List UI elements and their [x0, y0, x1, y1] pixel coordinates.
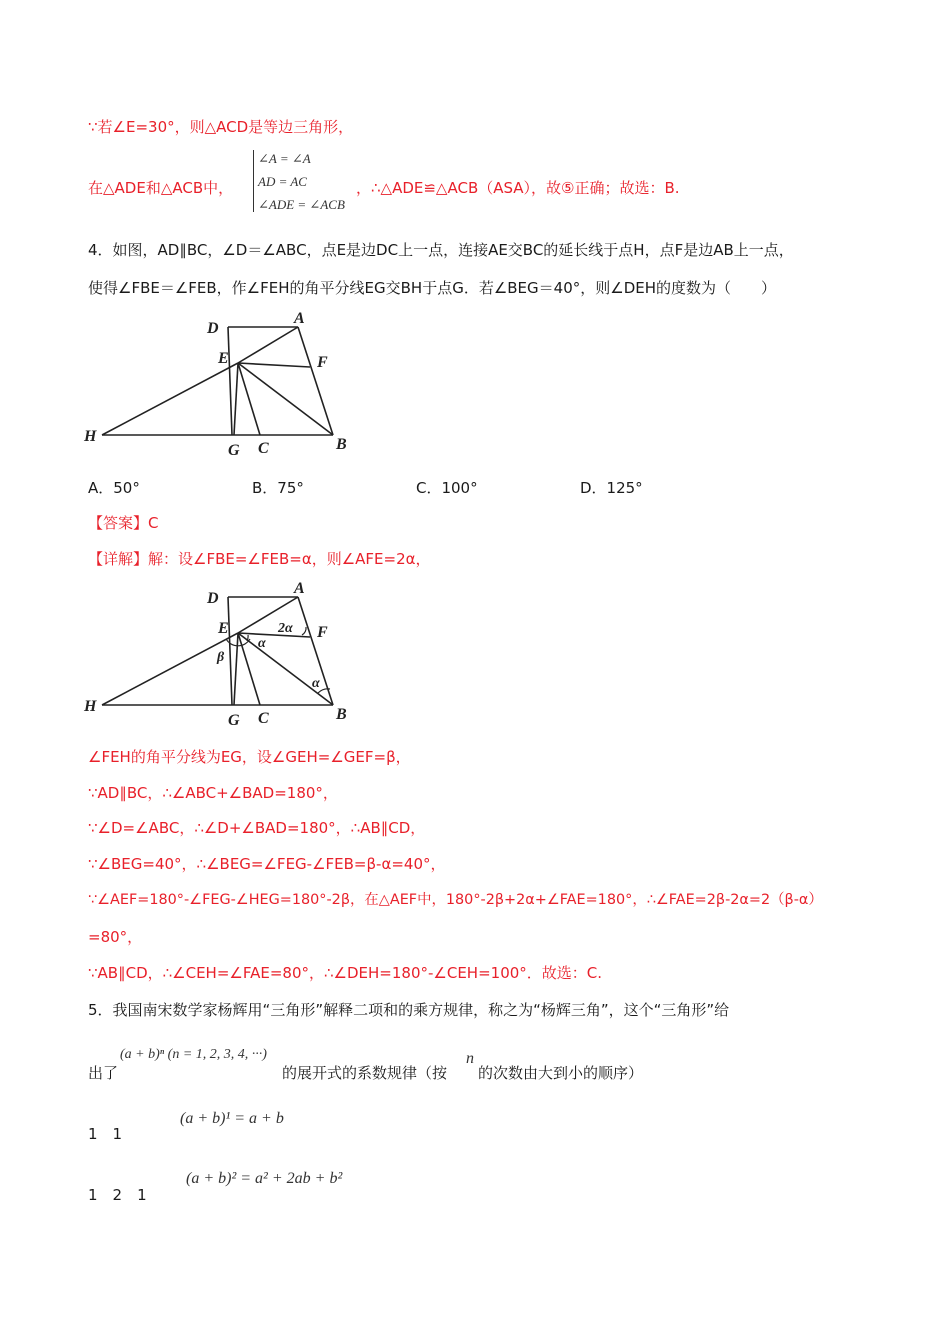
- yh-row-1-formula: (a + b)¹ = a + b: [180, 1110, 284, 1127]
- q4-line-2: 使得∠FBE＝∠FEB，作∠FEH的角平分线EG交BH于点G．若∠BEG＝40°，则∠DEH的度数为（ ）: [88, 279, 776, 297]
- system-eq-1: ∠A = ∠A: [258, 151, 311, 166]
- fig2-label-alpha-b: α: [312, 676, 320, 691]
- fig1-label-F: F: [317, 354, 328, 371]
- q4-figure: [80, 305, 360, 465]
- yh-row-2: 1 2 1: [88, 1186, 147, 1204]
- system-eq-3: ∠ADE = ∠ACB: [258, 197, 345, 212]
- fig1-label-D: D: [207, 320, 219, 337]
- step-7: ∵AB∥CD，∴∠CEH=∠FAE=80°，∴∠DEH=180°-∠CEH=100°．故选：C.: [88, 964, 603, 982]
- fig2-label-B: B: [336, 706, 347, 723]
- step-2: ∵AD∥BC，∴∠ABC+∠BAD=180°，: [88, 784, 338, 802]
- option-c: C．100°: [416, 479, 478, 497]
- system-eq-2: AD = AC: [258, 174, 307, 189]
- step-5: ∵∠AEF=180°-∠FEG-∠HEG=180°-2β，在△AEF中，180°-2β+2α+∠FAE=180°，∴∠FAE=2β-2α=2（β-α）: [88, 892, 823, 908]
- fig2-label-F: F: [317, 624, 328, 641]
- fig1-label-H: H: [84, 428, 97, 445]
- fig2-label-D: D: [207, 590, 219, 607]
- fig2-label-E: E: [218, 620, 229, 637]
- fig2-label-A: A: [294, 580, 305, 597]
- q5-line-2-mid: 的展开式的系数规律（按: [282, 1064, 448, 1082]
- q5-n-symbol: n: [466, 1050, 474, 1067]
- fig1-label-C: C: [258, 440, 269, 457]
- q5-line-2-post: 的次数由大到小的顺序）: [478, 1064, 644, 1082]
- step-3: ∵∠D=∠ABC，∴∠D+∠BAD=180°，∴AB∥CD，: [88, 819, 426, 837]
- step-1: ∠FEH的角平分线为EG，设∠GEH=∠GEF=β，: [88, 748, 411, 766]
- option-b: B．75°: [252, 479, 304, 497]
- fig2-label-H: H: [84, 698, 97, 715]
- fig1-label-B: B: [336, 436, 347, 453]
- option-a: A．50°: [88, 479, 140, 497]
- fig2-label-2alpha: 2α: [278, 621, 293, 636]
- yh-row-1: 1 1: [88, 1125, 123, 1143]
- answer-line: 【答案】C: [88, 514, 159, 532]
- step-4: ∵∠BEG=40°，∴∠BEG=∠FEG-∠FEB=β-α=40°，: [88, 855, 446, 873]
- q5-formula-main: (a + b)ⁿ (n = 1, 2, 3, 4, ···): [120, 1047, 267, 1062]
- option-d: D．125°: [580, 479, 643, 497]
- yh-row-2-formula: (a + b)² = a² + 2ab + b²: [186, 1170, 343, 1187]
- fig1-label-A: A: [294, 310, 305, 327]
- q5-line-2-pre: 出了: [88, 1064, 119, 1082]
- step-6: =80°，: [88, 928, 143, 946]
- q5-line-1: 5．我国南宋数学家杨辉用“三角形”解释二项和的乘方规律，称之为“杨辉三角”，这个“三角形”给: [88, 1001, 730, 1019]
- fig2-label-beta: β: [217, 650, 225, 665]
- fig2-label-alpha-e: α: [258, 636, 266, 651]
- fig2-label-C: C: [258, 710, 269, 727]
- fig2-label-G: G: [228, 712, 240, 729]
- prev-line-1: ∵若∠E=30°，则△ACD是等边三角形，: [88, 118, 354, 136]
- fig1-label-E: E: [218, 350, 229, 367]
- prev-line-2-post: ，∴△ADE≌△ACB（ASA），故⑤正确；故选：B.: [356, 179, 680, 197]
- q4-line-1: 4．如图，AD∥BC，∠D＝∠ABC，点E是边DC上一点，连接AE交BC的延长线于点H，点F是边AB上一点，: [88, 241, 794, 259]
- fig1-label-G: G: [228, 442, 240, 459]
- detail-head: 【详解】解：设∠FBE=∠FEB=α，则∠AFE=2α，: [88, 550, 431, 568]
- prev-line-2-pre: 在△ADE和△ACB中，: [88, 179, 234, 197]
- q4-figure-annotated: [80, 575, 360, 735]
